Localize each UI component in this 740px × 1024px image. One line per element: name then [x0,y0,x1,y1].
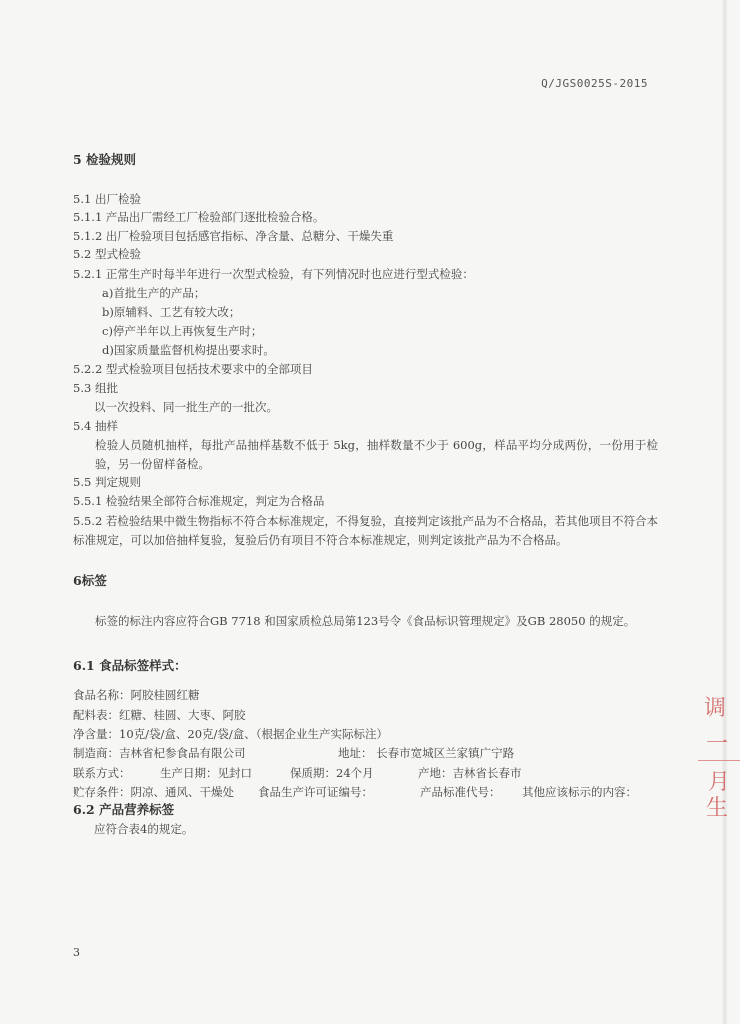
net-content: 净含量：10克/袋/盒、20克/袋/盒、（根据企业生产实际标注） [73,727,389,741]
line-5-1-2: 5.1.2 出厂检验项目包括感官指标、净含量、总糖分、干燥失重 [73,229,394,243]
line-5-3-text: 以一次投料、同一批生产的一批次。 [94,400,278,414]
other-content: 其他应该标示的内容： [522,785,637,799]
food-name: 食品名称：阿胶桂圆红糖 [73,688,200,702]
address: 地址： 长春市宽城区兰家镇广宁路 [338,746,515,760]
seal-char-2: 一 [706,732,729,757]
line-5-2-2: 5.2.2 型式检验项目包括技术要求中的全部项目 [73,362,313,376]
line-5-5-1: 5.5.1 检验结果全部符合标准规定，判定为合格品 [73,494,325,508]
scan-edge [722,0,728,1024]
section5-title: 5 检验规则 [73,152,137,167]
line-5-2-1: 5.2.1 正常生产时每半年进行一次型式检验，有下列情况时也应进行型式检验： [73,267,474,281]
storage: 贮存条件：阴凉、通风、干燥处 [73,785,234,799]
list-item-b: b)原辅料、工艺有较大改； [102,305,241,319]
seal-divider [698,760,740,761]
judge-2-text: 5.5.2 若检验结果中微生物指标不符合本标准规定，不得复验，直接判定该批产品为不合格品，若其他项目不符合本标准规定，可以加倍抽样复验，复验后仍有项目不符合本标准规定，则判定该批产品为不合格品。 [73,514,658,547]
label-intro-text: 标签的标注内容应符合GB 7718 和国家质检总局第123号令《食品标识管理规定》及GB 28050 的规定。 [95,614,636,628]
line-5-1-1: 5.1.1 产品出厂需经工厂检验部门逐批检验合格。 [73,210,325,224]
manufacturer: 制造商：吉林省杞参食品有限公司 [73,746,246,760]
section6-2-title: 6.2 产品营养标签 [73,802,175,817]
line-5-1: 5.1 出厂检验 [73,192,141,206]
seal-char-1: 调 [704,696,727,721]
production-date: 生产日期：见封口 [160,766,252,780]
standard-number: Q/JGS0025S-2015 [541,77,648,90]
label-intro-paragraph [73,612,658,631]
page-number: 3 [73,946,80,959]
section6-2-text: 应符合表4的规定。 [94,822,194,836]
section6-title: 6标签 [73,573,107,588]
line-5-4: 5.4 抽样 [73,419,118,433]
license-number: 食品生产许可证编号： [258,785,373,799]
line-5-5: 5.5 判定规则 [73,475,141,489]
shelf-life: 保质期：24个月 [290,766,374,780]
list-item-a: a)首批生产的产品； [102,286,206,300]
list-item-d: d)国家质量监督机构提出要求时。 [102,343,275,357]
standard-code: 产品标准代号： [420,785,501,799]
section6-1-title: 6.1 食品标签样式： [73,658,187,673]
line-5-3: 5.3 组批 [73,381,118,395]
ingredients: 配料表：红糖、桂圆、大枣、阿胶 [73,708,246,722]
line-5-2: 5.2 型式检验 [73,247,141,261]
contact: 联系方式： [73,766,131,780]
sampling-paragraph [73,436,658,474]
list-item-c: c)停产半年以上再恢复生产时； [102,324,263,338]
seal-char-3: 月 [708,770,731,795]
origin: 产地：吉林省长春市 [418,766,522,780]
judge-paragraph [73,512,658,550]
seal-char-4: 生 [706,796,729,821]
red-seal-fragment [698,690,740,830]
sampling-text: 检验人员随机抽样，每批产品抽样基数不低于 5kg，抽样数量不少于 600g，样品平均分成两份，一份用于检验，另一份留样备检。 [95,438,658,471]
